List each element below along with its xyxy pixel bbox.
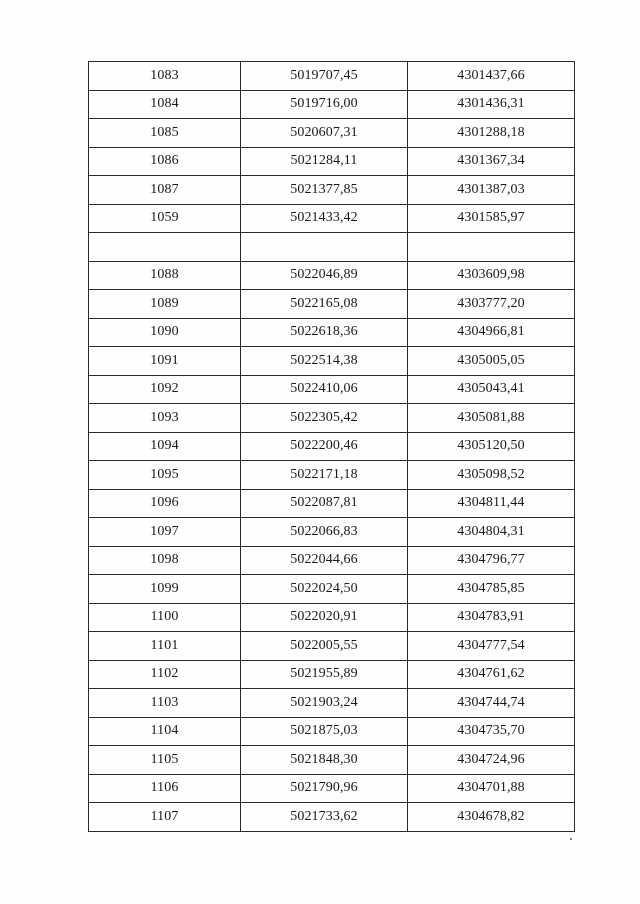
table-row bbox=[89, 717, 575, 746]
x-coordinate-cell: 5022046,89 bbox=[241, 261, 408, 290]
x-coordinate-cell: 5021284,11 bbox=[241, 147, 408, 176]
x-coordinate-cell: 5022514,38 bbox=[241, 347, 408, 376]
point-number-cell: 1084 bbox=[89, 90, 241, 119]
y-coordinate-cell: 4304966,81 bbox=[408, 318, 575, 347]
point-number-cell: 1097 bbox=[89, 518, 241, 547]
x-coordinate-cell: 5022171,18 bbox=[241, 461, 408, 490]
point-number-cell: 1103 bbox=[89, 689, 241, 718]
x-coordinate-cell: 5021433,42 bbox=[241, 204, 408, 233]
table-row bbox=[89, 518, 575, 547]
x-coordinate-cell: 5022020,91 bbox=[241, 603, 408, 632]
table-row bbox=[89, 432, 575, 461]
x-coordinate-cell bbox=[241, 233, 408, 262]
x-coordinate-cell: 5022305,42 bbox=[241, 404, 408, 433]
x-coordinate-cell: 5019716,00 bbox=[241, 90, 408, 119]
point-number-cell: 1096 bbox=[89, 489, 241, 518]
point-number-cell: 1095 bbox=[89, 461, 241, 490]
x-coordinate-cell: 5021955,89 bbox=[241, 660, 408, 689]
point-number-cell: 1104 bbox=[89, 717, 241, 746]
table-row bbox=[89, 774, 575, 803]
y-coordinate-cell: 4304783,91 bbox=[408, 603, 575, 632]
y-coordinate-cell: 4301367,34 bbox=[408, 147, 575, 176]
table-row bbox=[89, 90, 575, 119]
table-row bbox=[89, 461, 575, 490]
y-coordinate-cell: 4301387,03 bbox=[408, 176, 575, 205]
y-coordinate-cell: 4304678,82 bbox=[408, 803, 575, 832]
point-number-cell: 1087 bbox=[89, 176, 241, 205]
point-number-cell: 1098 bbox=[89, 546, 241, 575]
x-coordinate-cell: 5022066,83 bbox=[241, 518, 408, 547]
y-coordinate-cell: 4305081,88 bbox=[408, 404, 575, 433]
coordinates-table bbox=[88, 61, 575, 832]
scan-speck bbox=[570, 838, 572, 840]
point-number-cell: 1091 bbox=[89, 347, 241, 376]
y-coordinate-cell: 4304761,62 bbox=[408, 660, 575, 689]
y-coordinate-cell: 4304804,31 bbox=[408, 518, 575, 547]
point-number-cell bbox=[89, 233, 241, 262]
y-coordinate-cell: 4305098,52 bbox=[408, 461, 575, 490]
y-coordinate-cell: 4304777,54 bbox=[408, 632, 575, 661]
y-coordinate-cell: 4305005,05 bbox=[408, 347, 575, 376]
x-coordinate-cell: 5022165,08 bbox=[241, 290, 408, 319]
point-number-cell: 1086 bbox=[89, 147, 241, 176]
point-number-cell: 1083 bbox=[89, 62, 241, 91]
y-coordinate-cell: 4304811,44 bbox=[408, 489, 575, 518]
x-coordinate-cell: 5022024,50 bbox=[241, 575, 408, 604]
point-number-cell: 1099 bbox=[89, 575, 241, 604]
table-row bbox=[89, 204, 575, 233]
point-number-cell: 1092 bbox=[89, 375, 241, 404]
table-row bbox=[89, 803, 575, 832]
table-row bbox=[89, 119, 575, 148]
y-coordinate-cell: 4304724,96 bbox=[408, 746, 575, 775]
point-number-cell: 1089 bbox=[89, 290, 241, 319]
table-row bbox=[89, 575, 575, 604]
coordinates-table-body bbox=[89, 62, 575, 832]
y-coordinate-cell bbox=[408, 233, 575, 262]
y-coordinate-cell: 4305043,41 bbox=[408, 375, 575, 404]
point-number-cell: 1105 bbox=[89, 746, 241, 775]
y-coordinate-cell: 4301585,97 bbox=[408, 204, 575, 233]
y-coordinate-cell: 4301288,18 bbox=[408, 119, 575, 148]
y-coordinate-cell: 4301436,31 bbox=[408, 90, 575, 119]
point-number-cell: 1102 bbox=[89, 660, 241, 689]
table-row bbox=[89, 689, 575, 718]
x-coordinate-cell: 5022200,46 bbox=[241, 432, 408, 461]
table-row bbox=[89, 375, 575, 404]
point-number-cell: 1090 bbox=[89, 318, 241, 347]
point-number-cell: 1094 bbox=[89, 432, 241, 461]
x-coordinate-cell: 5022044,66 bbox=[241, 546, 408, 575]
table-row bbox=[89, 546, 575, 575]
y-coordinate-cell: 4303609,98 bbox=[408, 261, 575, 290]
x-coordinate-cell: 5021875,03 bbox=[241, 717, 408, 746]
x-coordinate-cell: 5021790,96 bbox=[241, 774, 408, 803]
table-row bbox=[89, 746, 575, 775]
point-number-cell: 1107 bbox=[89, 803, 241, 832]
point-number-cell: 1059 bbox=[89, 204, 241, 233]
table-row bbox=[89, 233, 575, 262]
point-number-cell: 1085 bbox=[89, 119, 241, 148]
y-coordinate-cell: 4304796,77 bbox=[408, 546, 575, 575]
y-coordinate-cell: 4304744,74 bbox=[408, 689, 575, 718]
table-row bbox=[89, 147, 575, 176]
point-number-cell: 1088 bbox=[89, 261, 241, 290]
y-coordinate-cell: 4305120,50 bbox=[408, 432, 575, 461]
x-coordinate-cell: 5022005,55 bbox=[241, 632, 408, 661]
table-row bbox=[89, 62, 575, 91]
table-row bbox=[89, 347, 575, 376]
table-row bbox=[89, 290, 575, 319]
table-row bbox=[89, 318, 575, 347]
point-number-cell: 1101 bbox=[89, 632, 241, 661]
x-coordinate-cell: 5020607,31 bbox=[241, 119, 408, 148]
table-row bbox=[89, 489, 575, 518]
table-row bbox=[89, 632, 575, 661]
point-number-cell: 1106 bbox=[89, 774, 241, 803]
y-coordinate-cell: 4303777,20 bbox=[408, 290, 575, 319]
x-coordinate-cell: 5022410,06 bbox=[241, 375, 408, 404]
point-number-cell: 1093 bbox=[89, 404, 241, 433]
x-coordinate-cell: 5019707,45 bbox=[241, 62, 408, 91]
point-number-cell: 1100 bbox=[89, 603, 241, 632]
y-coordinate-cell: 4301437,66 bbox=[408, 62, 575, 91]
table-row bbox=[89, 404, 575, 433]
x-coordinate-cell: 5022087,81 bbox=[241, 489, 408, 518]
table-row bbox=[89, 603, 575, 632]
x-coordinate-cell: 5021848,30 bbox=[241, 746, 408, 775]
x-coordinate-cell: 5022618,36 bbox=[241, 318, 408, 347]
y-coordinate-cell: 4304701,88 bbox=[408, 774, 575, 803]
x-coordinate-cell: 5021733,62 bbox=[241, 803, 408, 832]
y-coordinate-cell: 4304785,85 bbox=[408, 575, 575, 604]
y-coordinate-cell: 4304735,70 bbox=[408, 717, 575, 746]
table-row bbox=[89, 660, 575, 689]
x-coordinate-cell: 5021377,85 bbox=[241, 176, 408, 205]
table-row bbox=[89, 176, 575, 205]
table-row bbox=[89, 261, 575, 290]
x-coordinate-cell: 5021903,24 bbox=[241, 689, 408, 718]
